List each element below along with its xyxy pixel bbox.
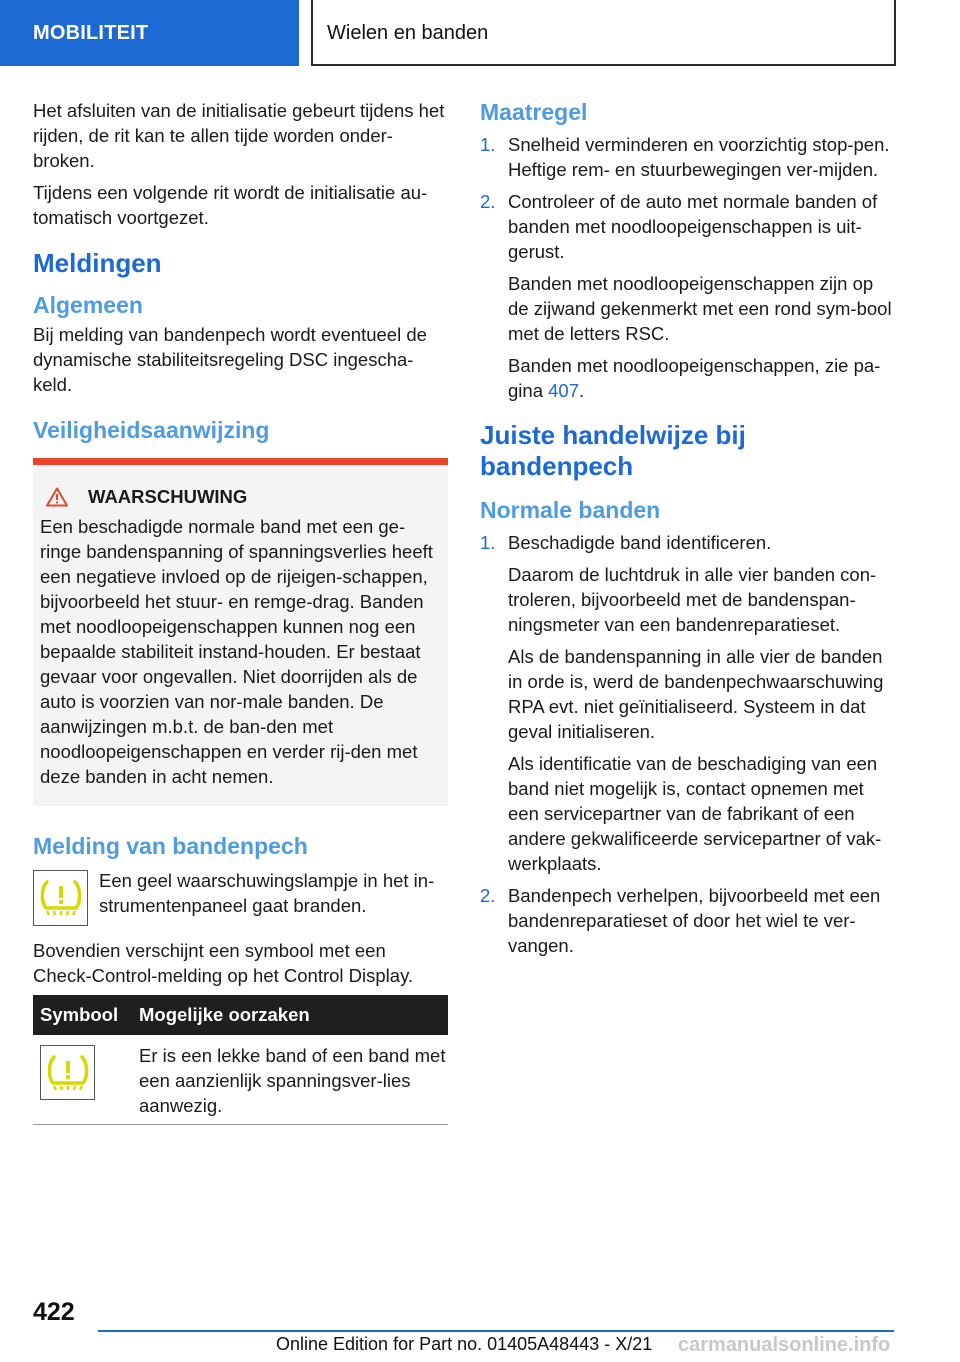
section-tab: MOBILITEIT — [0, 0, 299, 66]
list-number: 1. — [480, 532, 496, 553]
left-column — [33, 98, 448, 1125]
footer-divider — [98, 1330, 894, 1332]
algemeen-paragraph: Bij melding van bandenpech wordt eventueel de dynamische stabiliteitsregeling DSC ingescha-keld. — [33, 324, 427, 395]
list-number: 1. — [480, 134, 496, 155]
page-header — [0, 0, 960, 66]
list-item-text: Banden met noodloopeigenschappen zijn op de zijwand gekenmerkt met een rond sym-bool met de letters RSC. — [508, 273, 892, 344]
heading-maatregel: Maatregel — [480, 99, 588, 125]
list-item-text: Als identificatie van de beschadiging van een band niet mogelijk is, contact opnemen met een servicepartner van de fabrikant of een andere gekwalificeerde servicepartner of vak-werkplaats. — [508, 753, 882, 874]
tpms-lamp-row — [33, 868, 448, 926]
tpms-symbol-box — [40, 1045, 95, 1100]
tire-pressure-symbol-icon — [45, 1053, 91, 1093]
watermark: carmanualsonline.info — [678, 1334, 891, 1356]
heading-veiligheidsaanwijzing: Veiligheidsaanwijzing — [33, 417, 270, 443]
heading-melding-van-bandenpech: Melding van bandenpech — [33, 833, 308, 859]
list-number: 2. — [480, 191, 496, 212]
list-item — [480, 883, 898, 965]
page-ref-dot: . — [579, 380, 585, 401]
list-item — [480, 530, 898, 883]
melding-paragraph: Een geel waarschuwingslampje in het in-strumentenpaneel gaat branden. — [99, 870, 435, 916]
tpms-warning-lamp — [33, 870, 88, 926]
warning-header — [40, 486, 440, 508]
list-item-text — [508, 353, 898, 403]
normale-banden-list — [480, 530, 898, 965]
table-header-oorzaken: Mogelijke oorzaken — [132, 995, 448, 1035]
intro-paragraph-1: Het afsluiten van de initialisatie gebeurt tijdens het rijden, de rit kan te allen tijde worden onder-broken. — [33, 100, 445, 171]
chapter-title: Wielen en banden — [311, 0, 896, 66]
footer-edition: Online Edition for Part no. 01405A48443 - X/21 — [276, 1334, 653, 1354]
list-item-text: Snelheid verminderen en voorzichtig stop-pen. Heftige rem- en stuurbewegingen ver-mijden. — [508, 134, 890, 180]
warning-triangle-icon — [46, 487, 68, 507]
warning-text: Een beschadigde normale band met een ge-ringe bandenspanning of spanningsverlies heeft een negatieve invloed op de rijeigen-schappen, bijvoorbeeld het stuur- en remge-drag. Banden met noodloopeigenschappen kunnen nog een bepaalde stabiliteit instand-houden. Er bestaat gevaar voor ongevallen. Niet doorrijden als de auto is voorzien van nor-male banden. De aanwijzingen m.b.t. de ban-den met noodloopeigenschappen en verder rij-den met deze banden in acht nemen. — [40, 516, 433, 787]
list-item-text: Bandenpech verhelpen, bijvoorbeeld met een bandenreparatieset of door het wiel te ver-vangen. — [508, 885, 881, 956]
list-number: 2. — [480, 885, 496, 906]
table-header-row — [33, 995, 448, 1035]
warning-title: WAARSCHUWING — [88, 486, 248, 507]
heading-normale-banden: Normale banden — [480, 497, 661, 523]
heading-juiste-handelwijze: Juiste handelwijze bij bandenpech — [480, 420, 746, 481]
heading-algemeen: Algemeen — [33, 292, 143, 318]
list-item-text: Als de bandenspanning in alle vier de banden in orde is, werd de bandenpechwaarschuwing RPA evt. niet geïnitialiseerd. Systeem in dat geval initialiseren. — [508, 646, 884, 742]
maatregel-list — [480, 132, 898, 410]
symbol-table — [33, 995, 448, 1125]
list-item-text: Daarom de luchtdruk in alle vier banden con-troleren, bijvoorbeeld met de bandenspan-ningsmeter van een bandenreparatieset. — [508, 564, 877, 635]
list-item-text: Controleer of de auto met normale banden of banden met noodloopeigenschappen is uit-gerust. — [508, 191, 878, 262]
table-cell-cause: Er is een lekke band of een band met een aanzienlijk spanningsver-lies aanwezig. — [132, 1035, 448, 1125]
table-cell-symbol — [33, 1035, 132, 1125]
bovendien-paragraph: Bovendien verschijnt een symbool met een Check-Control-melding op het Control Display. — [33, 940, 414, 986]
page-reference-link[interactable]: 407 — [548, 380, 579, 401]
list-item-text: Beschadigde band identificeren. — [508, 532, 772, 553]
intro-paragraph-2: Tijdens een volgende rit wordt de initialisatie au-tomatisch voortgezet. — [33, 182, 428, 228]
table-row — [33, 1035, 448, 1125]
list-item — [480, 132, 898, 189]
heading-meldingen: Meldingen — [33, 248, 162, 278]
list-item — [480, 189, 898, 410]
right-column — [480, 98, 898, 965]
page-ref-text: Banden met noodloopeigenschappen, zie pa-gina — [508, 355, 881, 401]
tire-pressure-warning-icon — [38, 878, 84, 918]
table-header-symbool: Symbool — [33, 995, 132, 1035]
warning-box — [33, 458, 448, 806]
page-number: 422 — [33, 1298, 75, 1326]
